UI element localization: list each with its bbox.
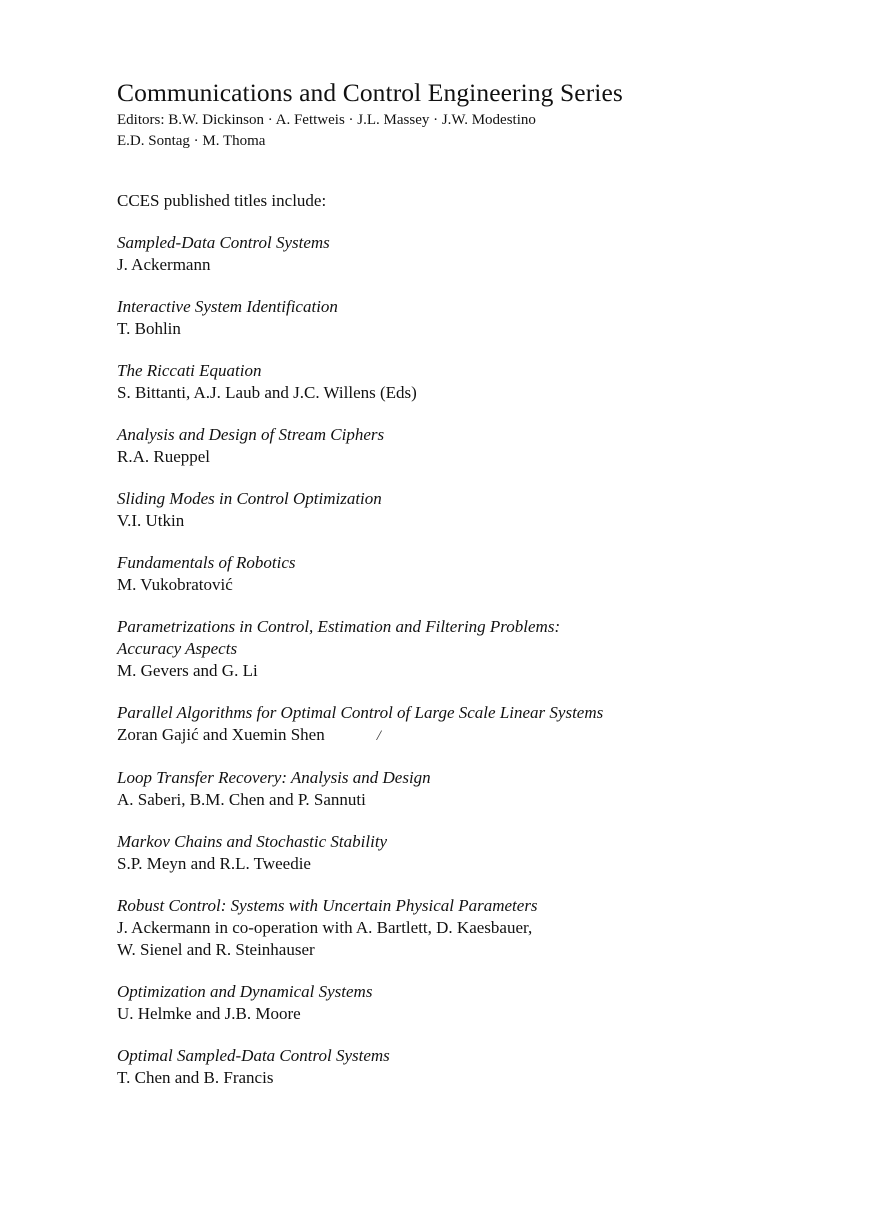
editors-block <box>117 110 817 152</box>
title-entry <box>117 296 817 340</box>
book-authors <box>117 446 817 468</box>
title-entry <box>117 981 817 1025</box>
book-title: Loop Transfer Recovery: Analysis and Design <box>117 768 431 787</box>
book-title: Parallel Algorithms for Optimal Control of Large Scale Linear Systems <box>117 703 604 722</box>
title-entry <box>117 616 817 682</box>
book-title: Optimization and Dynamical Systems <box>117 982 373 1001</box>
authors-text: M. Vukobratović <box>117 575 233 594</box>
book-authors <box>117 660 817 682</box>
book-authors <box>117 318 817 340</box>
authors-text: J. Ackermann in co-operation with A. Bartlett, D. Kaesbauer, <box>117 918 533 937</box>
authors-text: T. Chen and B. Francis <box>117 1068 274 1087</box>
book-authors <box>117 510 817 532</box>
page-content <box>117 78 817 1109</box>
editors-line: Editors: B.W. Dickinson · A. Fettweis · J.L. Massey · J.W. Modestino <box>117 112 536 128</box>
authors-text: S.P. Meyn and R.L. Tweedie <box>117 854 311 873</box>
authors-text: R.A. Rueppel <box>117 447 211 466</box>
title-entry <box>117 767 817 811</box>
title-entry <box>117 232 817 276</box>
title-entry <box>117 702 817 747</box>
authors-text: T. Bohlin <box>117 319 181 338</box>
authors-text: S. Bittanti, A.J. Laub and J.C. Willens (Eds) <box>117 383 417 402</box>
book-authors <box>117 724 817 747</box>
title-entry <box>117 488 817 532</box>
book-authors <box>117 917 817 939</box>
book-title: Optimal Sampled-Data Control Systems <box>117 1046 390 1065</box>
book-authors <box>117 382 817 404</box>
title-entry <box>117 895 817 961</box>
book-title: The Riccati Equation <box>117 361 262 380</box>
book-authors <box>117 939 817 961</box>
book-title: Parametrizations in Control, Estimation and Filtering Problems: <box>117 617 561 636</box>
book-authors <box>117 853 817 875</box>
book-title: Sampled-Data Control Systems <box>117 233 330 252</box>
book-title: Fundamentals of Robotics <box>117 553 296 572</box>
title-entry <box>117 424 817 468</box>
series-title: Communications and Control Engineering Series <box>117 78 623 107</box>
book-title: Sliding Modes in Control Optimization <box>117 489 382 508</box>
authors-text: V.I. Utkin <box>117 511 185 530</box>
book-title: Robust Control: Systems with Uncertain Physical Parameters <box>117 896 538 915</box>
book-authors <box>117 1003 817 1025</box>
book-authors <box>117 574 817 596</box>
authors-text: W. Sienel and R. Steinhauser <box>117 940 315 959</box>
intro-text: CCES published titles include: <box>117 191 327 210</box>
title-entry <box>117 831 817 875</box>
book-authors <box>117 254 817 276</box>
book-title: Analysis and Design of Stream Ciphers <box>117 425 385 444</box>
authors-text: A. Saberi, B.M. Chen and P. Sannuti <box>117 790 366 809</box>
book-title: Accuracy Aspects <box>117 639 238 658</box>
book-title: Interactive System Identification <box>117 297 338 316</box>
authors-text: J. Ackermann <box>117 255 211 274</box>
book-authors <box>117 789 817 811</box>
authors-text: M. Gevers and G. Li <box>117 661 258 680</box>
title-entry <box>117 1045 817 1089</box>
title-entry <box>117 360 817 404</box>
titles-list <box>117 232 817 1089</box>
title-entry <box>117 552 817 596</box>
stray-mark: / <box>376 728 381 744</box>
book-authors <box>117 1067 817 1089</box>
authors-text: Zoran Gajić and Xuemin Shen <box>117 725 325 744</box>
book-title: Markov Chains and Stochastic Stability <box>117 832 388 851</box>
editors-line: E.D. Sontag · M. Thoma <box>117 133 266 149</box>
authors-text: U. Helmke and J.B. Moore <box>117 1004 301 1023</box>
